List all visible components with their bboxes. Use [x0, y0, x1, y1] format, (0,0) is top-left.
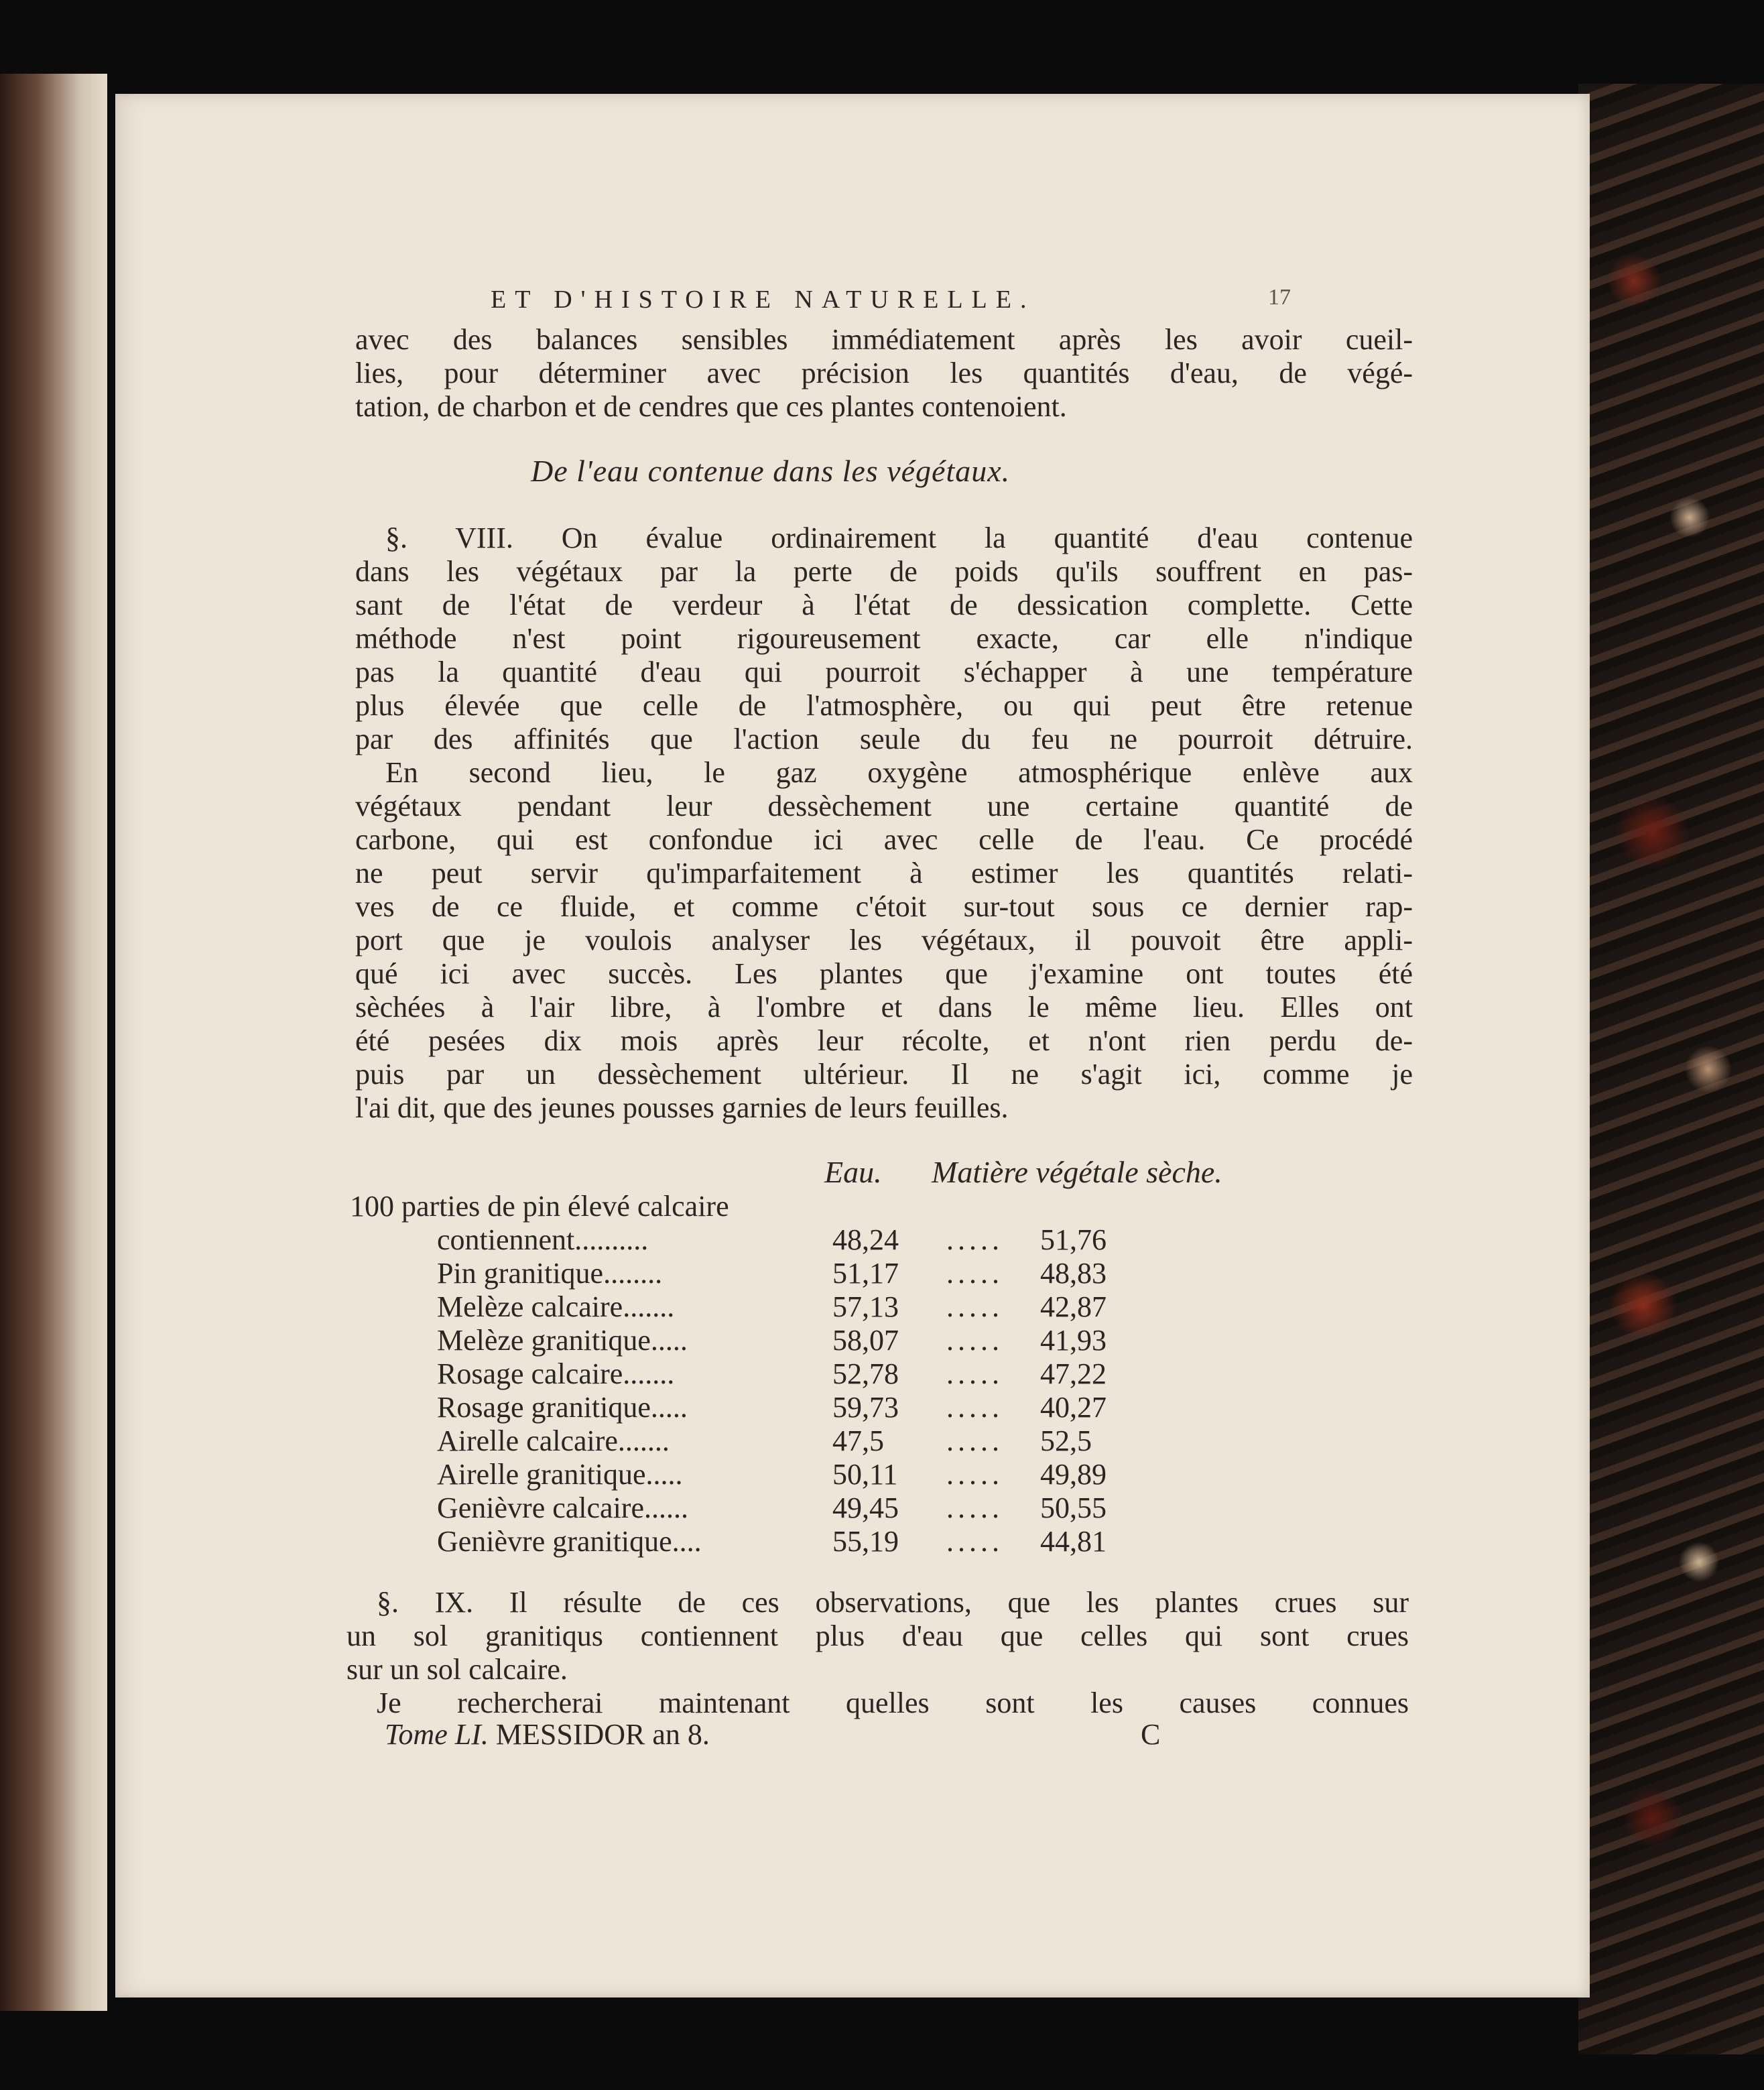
row-water: 55,19: [832, 1525, 899, 1558]
section9-line: §. IX. Il résulte de ces observations, que les plantes crues sur: [377, 1586, 1409, 1619]
section8-line: dans les végétaux par la perte de poids qu'ils souffrent en pas-: [355, 555, 1413, 588]
table-header-water: Eau.: [824, 1155, 882, 1189]
section8-line: sèchées à l'air libre, à l'ombre et dans le même lieu. Elles ont: [355, 991, 1413, 1024]
section9-line: Je rechercherai maintenant quelles sont les causes connues: [377, 1686, 1409, 1719]
section-heading: De l'eau contenue dans les végétaux.: [531, 454, 1011, 488]
footer-volume: [385, 1717, 710, 1751]
section8-line: puis par un dessèchement ultérieur. Il ne s'agit ici, comme je: [355, 1058, 1413, 1091]
page-number: 17: [1268, 285, 1291, 310]
section8-line: carbone, qui est confondue ici avec celle de l'eau. Ce procédé: [355, 823, 1413, 856]
row-water: 57,13: [832, 1290, 899, 1323]
row-water: 48,24: [832, 1223, 899, 1256]
section8-line: port que je voulois analyser les végétaux, il pouvoit être appli-: [355, 924, 1413, 957]
row-dry: 51,76: [1040, 1223, 1107, 1256]
row-dry: 44,81: [1040, 1525, 1107, 1558]
table-header-dry: Matière végétale sèche.: [932, 1155, 1222, 1189]
signature-mark: C: [1141, 1718, 1161, 1751]
row-dots: .....: [946, 1391, 1003, 1424]
section8-line: plus élevée que celle de l'atmosphère, ou qui peut être retenue: [355, 689, 1413, 722]
row-dots: .....: [946, 1257, 1003, 1290]
row-dry: 47,22: [1040, 1357, 1107, 1390]
row-dots: .....: [946, 1525, 1003, 1558]
row-label: Airelle granitique.....: [437, 1458, 683, 1491]
section9-line: un sol granitiqus contiennent plus d'eau que celles qui sont crues: [346, 1619, 1409, 1652]
section8-line: §. VIII. On évalue ordinairement la quantité d'eau contenue: [385, 521, 1413, 554]
row-water: 51,17: [832, 1257, 899, 1290]
row-label: Genièvre granitique....: [437, 1525, 702, 1558]
row-dry: 48,83: [1040, 1257, 1107, 1290]
row-dry: 42,87: [1040, 1290, 1107, 1323]
row-dots: .....: [946, 1223, 1003, 1256]
section8-line: En second lieu, le gaz oxygène atmosphérique enlève aux: [385, 756, 1413, 789]
row-water: 58,07: [832, 1324, 899, 1357]
row-label: Melèze granitique.....: [437, 1324, 688, 1357]
section8-line: l'ai dit, que des jeunes pousses garnies de leurs feuilles.: [355, 1091, 1009, 1124]
section8-line: par des affinités que l'action seule du feu ne pourroit détruire.: [355, 723, 1413, 755]
row-dots: .....: [946, 1324, 1003, 1357]
row-label: contiennent..........: [437, 1223, 649, 1256]
book-page: [115, 94, 1590, 1997]
row-label: Rosage calcaire.......: [437, 1357, 675, 1390]
row-dry: 41,93: [1040, 1324, 1107, 1357]
marbled-book-edge: [1578, 84, 1764, 2054]
row-dots: .....: [946, 1458, 1003, 1491]
row-water: 52,78: [832, 1357, 899, 1390]
running-head: ET D'HISTOIRE NATURELLE.: [491, 286, 1035, 314]
table-intro: 100 parties de pin élevé calcaire: [350, 1190, 729, 1223]
row-dry: 50,55: [1040, 1491, 1107, 1524]
row-label: Airelle calcaire.......: [437, 1424, 670, 1457]
intro-line-3: tation, de charbon et de cendres que ces plantes contenoient.: [355, 390, 1067, 423]
row-label: Genièvre calcaire......: [437, 1491, 688, 1524]
row-dots: .....: [946, 1424, 1003, 1457]
row-dots: .....: [946, 1357, 1003, 1390]
row-water: 49,45: [832, 1491, 899, 1524]
row-dots: .....: [946, 1290, 1003, 1323]
section8-line: ves de ce fluide, et comme c'étoit sur-tout sous ce dernier rap-: [355, 890, 1413, 923]
issue-date: MESSIDOR an 8.: [495, 1718, 710, 1751]
section8-line: pas la quantité d'eau qui pourroit s'échapper à une température: [355, 656, 1413, 688]
row-dry: 40,27: [1040, 1391, 1107, 1424]
row-label: Melèze calcaire.......: [437, 1290, 675, 1323]
row-dots: .....: [946, 1491, 1003, 1524]
intro-line-2: lies, pour déterminer avec précision les quantités d'eau, de végé-: [355, 357, 1413, 389]
section8-line: méthode n'est point rigoureusement exacte, car elle n'indique: [355, 622, 1413, 655]
facing-page-edge: [0, 74, 107, 2011]
section8-line: sant de l'état de verdeur à l'état de dessication complette. Cette: [355, 589, 1413, 621]
row-label: Pin granitique........: [437, 1257, 663, 1290]
section8-line: été pesées dix mois après leur récolte, et n'ont rien perdu de-: [355, 1024, 1413, 1057]
section8-line: ne peut servir qu'imparfaitement à estimer les quantités relati-: [355, 857, 1413, 889]
section8-line: végétaux pendant leur dessèchement une certaine quantité de: [355, 790, 1413, 822]
intro-line-1: avec des balances sensibles immédiatement après les avoir cueil-: [355, 323, 1413, 356]
section9-line: sur un sol calcaire.: [346, 1653, 568, 1686]
row-label: Rosage granitique.....: [437, 1391, 688, 1424]
row-water: 59,73: [832, 1391, 899, 1424]
section8-line: qué ici avec succès. Les plantes que j'examine ont toutes été: [355, 957, 1413, 990]
row-dry: 49,89: [1040, 1458, 1107, 1491]
volume-number: Tome LI.: [385, 1718, 489, 1751]
row-dry: 52,5: [1040, 1424, 1092, 1457]
row-water: 50,11: [832, 1458, 898, 1491]
row-water: 47,5: [832, 1424, 884, 1457]
